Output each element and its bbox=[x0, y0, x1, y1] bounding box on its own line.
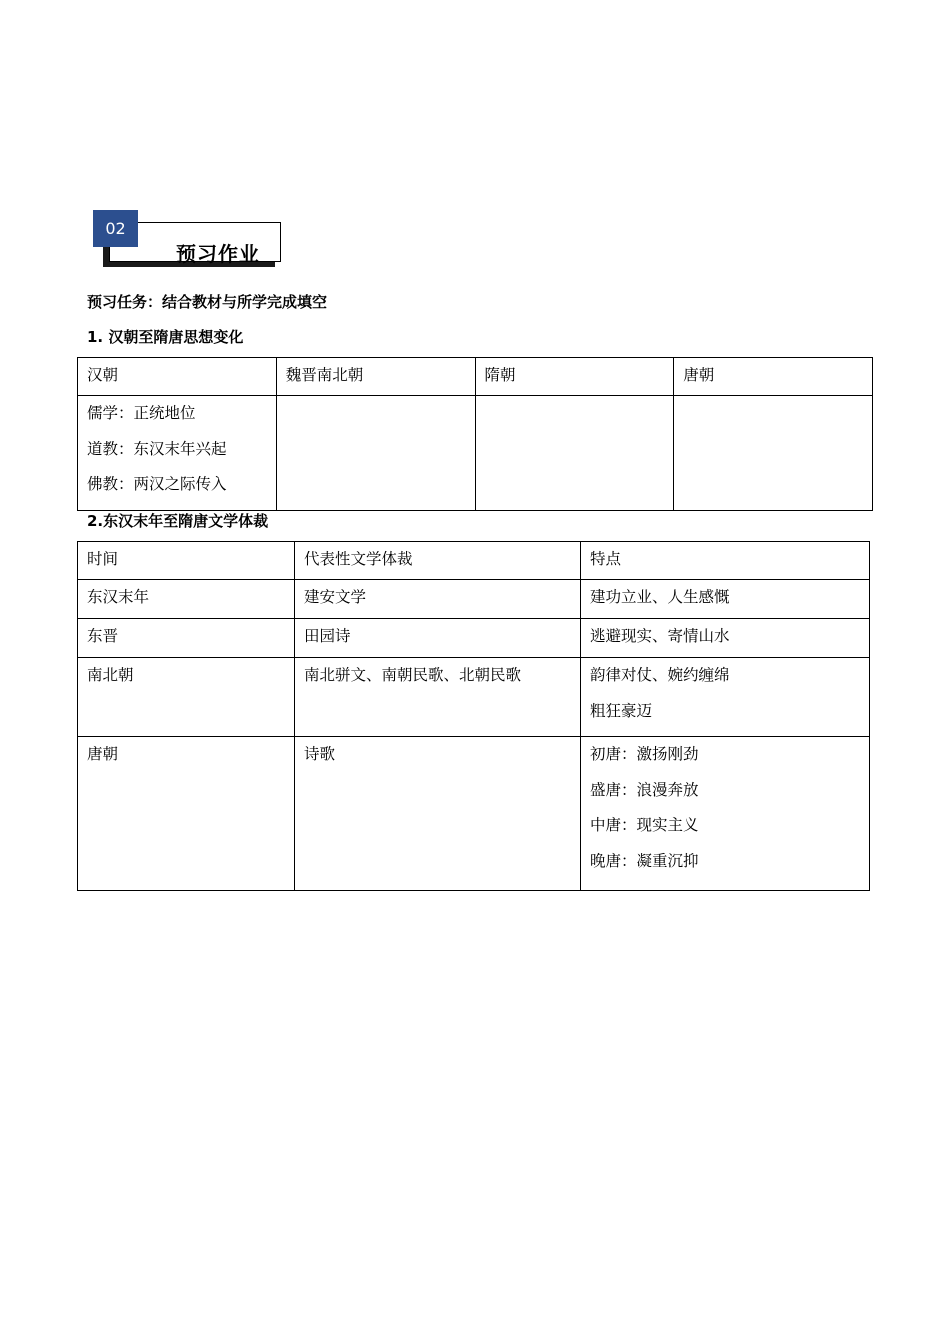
blank-fill-cell[interactable] bbox=[674, 396, 873, 511]
genre-cell: 建安文学 bbox=[295, 580, 581, 619]
cell-line: 粗狂豪迈 bbox=[590, 701, 653, 720]
table-header-cell: 代表性文学体裁 bbox=[295, 542, 581, 580]
cell-line: 盛唐：浪漫奔放 bbox=[590, 780, 699, 799]
table-header-row bbox=[78, 358, 873, 396]
task-line: 预习任务：结合教材与所学完成填空 bbox=[87, 293, 328, 311]
time-cell: 唐朝 bbox=[78, 737, 295, 891]
table-row bbox=[78, 580, 870, 619]
genre-cell: 诗歌 bbox=[295, 737, 581, 891]
time-cell: 东晋 bbox=[78, 619, 295, 658]
table-row bbox=[78, 619, 870, 658]
table-row bbox=[78, 737, 870, 891]
table1-heading: 1. 汉朝至隋唐思想变化 bbox=[87, 328, 244, 346]
table-header-cell: 隋朝 bbox=[475, 358, 674, 396]
blank-fill-cell[interactable] bbox=[276, 396, 475, 511]
features-cell bbox=[581, 658, 870, 737]
cell-line: 晚唐：凝重沉抑 bbox=[590, 851, 699, 870]
table-header-cell: 魏晋南北朝 bbox=[276, 358, 475, 396]
cell-line: 道教：东汉末年兴起 bbox=[87, 439, 227, 458]
thought-change-table bbox=[77, 357, 873, 511]
cell-line: 佛教：两汉之际传入 bbox=[87, 475, 227, 493]
blank-fill-cell[interactable] bbox=[475, 396, 674, 511]
cell-line: 初唐：激扬刚劲 bbox=[590, 745, 699, 763]
table-header-row bbox=[78, 542, 870, 580]
table-row bbox=[78, 396, 873, 511]
time-cell: 东汉末年 bbox=[78, 580, 295, 619]
table-header-cell: 时间 bbox=[78, 542, 295, 580]
table-header-cell: 汉朝 bbox=[78, 358, 277, 396]
cell-line: 儒学：正统地位 bbox=[87, 404, 196, 422]
time-cell: 南北朝 bbox=[78, 658, 295, 737]
cell-line: 中唐：现实主义 bbox=[590, 816, 699, 834]
literature-genre-table bbox=[77, 541, 870, 891]
table-row bbox=[78, 658, 870, 737]
table-header-cell: 特点 bbox=[581, 542, 870, 580]
section-number-badge: 02 bbox=[93, 210, 138, 247]
section-header bbox=[93, 210, 281, 266]
section-title: 预习作业 bbox=[176, 242, 260, 266]
features-cell: 建功立业、人生感慨 bbox=[581, 580, 870, 619]
genre-cell: 田园诗 bbox=[295, 619, 581, 658]
han-dynasty-cell bbox=[78, 396, 277, 511]
features-cell bbox=[581, 737, 870, 891]
table-header-cell: 唐朝 bbox=[674, 358, 873, 396]
table2-heading: 2.东汉末年至隋唐文学体裁 bbox=[87, 512, 269, 530]
features-cell: 逃避现实、寄情山水 bbox=[581, 619, 870, 658]
cell-line: 韵律对仗、婉约缠绵 bbox=[590, 666, 730, 684]
genre-cell: 南北骈文、南朝民歌、北朝民歌 bbox=[295, 658, 581, 737]
